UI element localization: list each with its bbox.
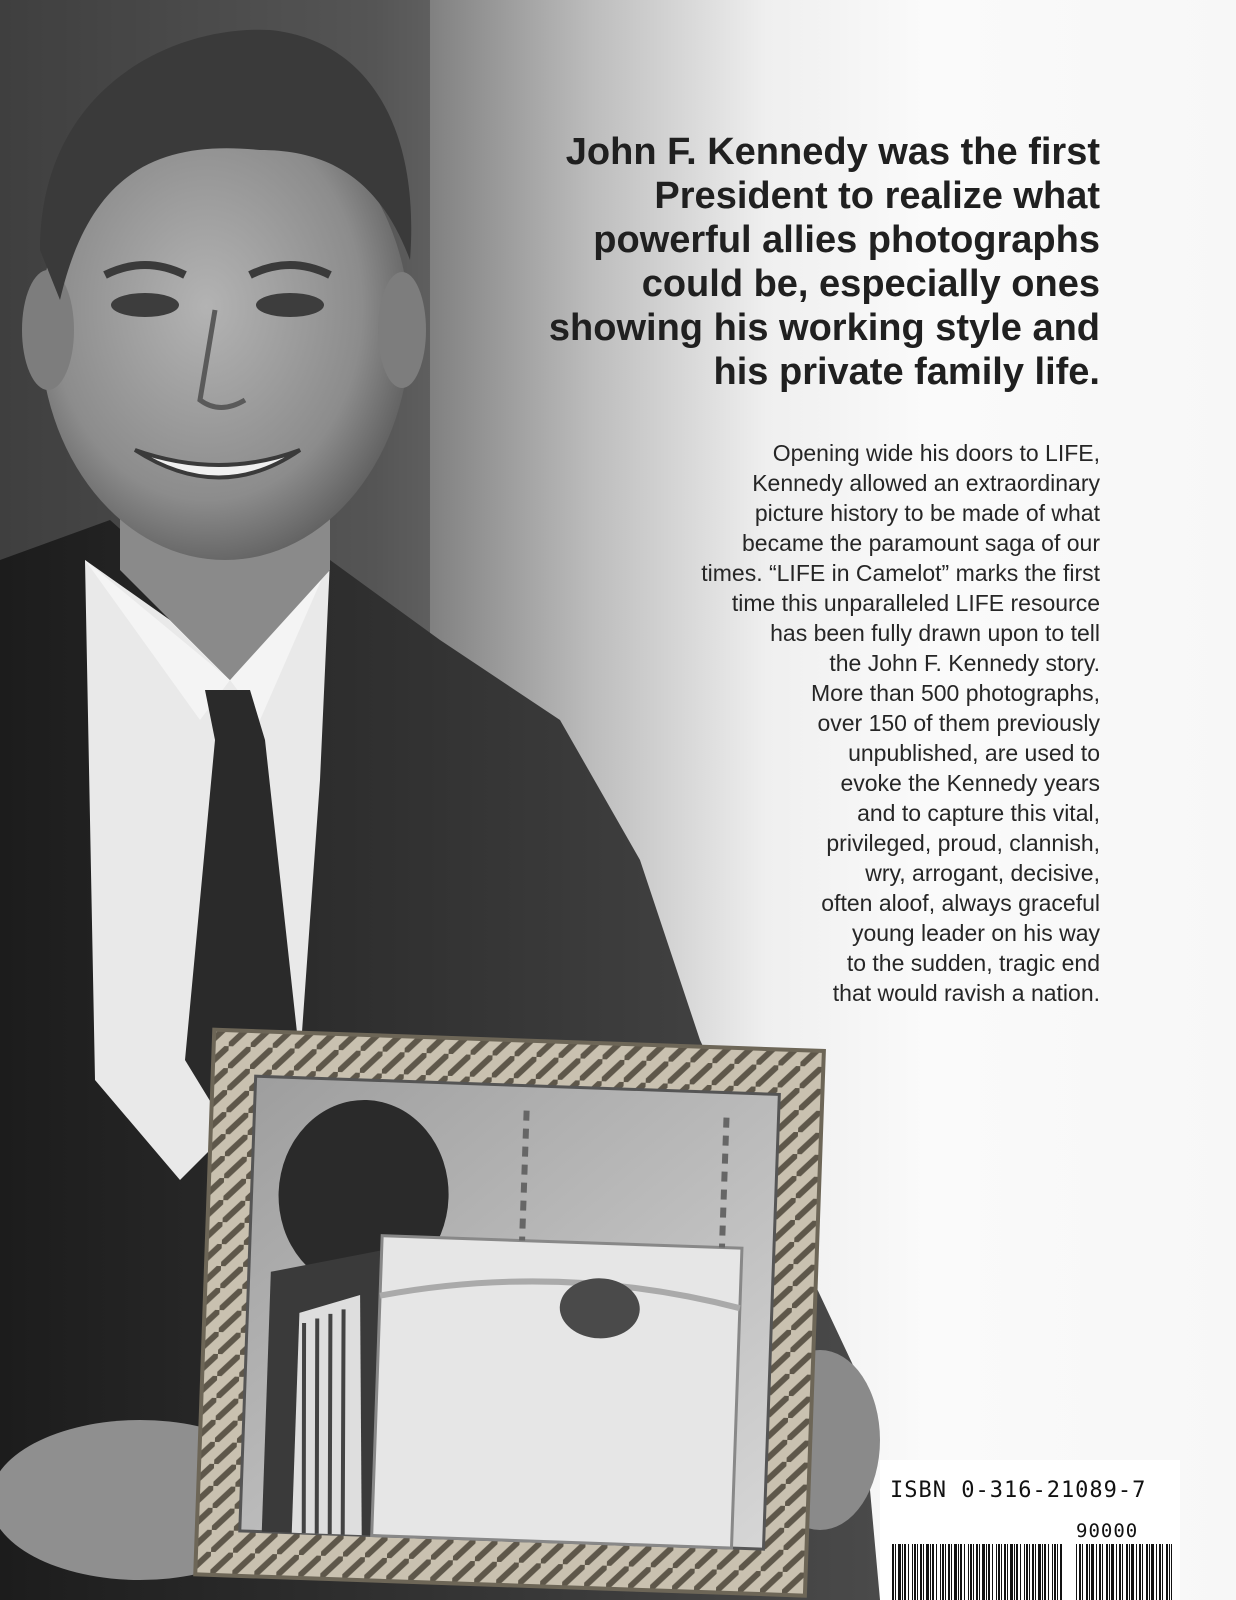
barcode-bar <box>954 1544 957 1600</box>
barcode-bar <box>1010 1544 1013 1600</box>
blurb-body-text <box>620 438 1100 1008</box>
barcode-bar <box>1052 1544 1053 1600</box>
barcode-bar <box>1129 1544 1130 1600</box>
headline-line: showing his working style and <box>548 307 1100 349</box>
barcode-bar <box>1038 1544 1041 1600</box>
price-code: 90000 <box>1076 1520 1139 1542</box>
barcode-bar <box>979 1544 980 1600</box>
isbn-barcode-block <box>880 1460 1180 1600</box>
barcode-bar <box>1109 1544 1110 1600</box>
barcode-bar <box>940 1544 941 1600</box>
barcode-bar <box>942 1544 944 1600</box>
barcode-bar <box>1131 1544 1134 1600</box>
barcode-bar <box>1044 1544 1046 1600</box>
barcode-bar <box>1151 1544 1154 1600</box>
barcode-bar <box>1139 1544 1141 1600</box>
barcode-bar <box>992 1544 993 1600</box>
body-line: More than 500 photographs, <box>811 680 1100 706</box>
barcode-bar <box>1111 1544 1114 1600</box>
barcode-bar <box>996 1544 997 1600</box>
barcode-bar <box>932 1544 934 1600</box>
barcode-bar <box>1106 1544 1108 1600</box>
body-line: became the paramount saga of our <box>741 530 1100 556</box>
barcode-bar <box>973 1544 974 1600</box>
body-line: time this unparalleled LIFE resource <box>731 590 1100 616</box>
barcode-bar <box>988 1544 990 1600</box>
headline-line: John F. Kennedy was the first <box>565 131 1100 173</box>
barcode-bar <box>1162 1544 1163 1600</box>
barcode-bar <box>1042 1544 1043 1600</box>
barcode-bar <box>1016 1544 1018 1600</box>
headline-line: could be, especially ones <box>641 263 1100 305</box>
barcode-bar <box>1026 1544 1028 1600</box>
barcode-bar <box>902 1544 903 1600</box>
body-line: that would ravish a nation. <box>832 980 1100 1006</box>
barcode-bar <box>1086 1544 1088 1600</box>
barcode-bar <box>914 1544 916 1600</box>
barcode-bar <box>1091 1544 1094 1600</box>
barcode-bar <box>1166 1544 1168 1600</box>
barcode-bar <box>1136 1544 1137 1600</box>
barcode-bar <box>1142 1544 1143 1600</box>
barcode-bar <box>1032 1544 1034 1600</box>
barcode-bar <box>951 1544 952 1600</box>
barcode-bar <box>1096 1544 1097 1600</box>
barcode-bar <box>1156 1544 1157 1600</box>
barcode-bar <box>1014 1544 1015 1600</box>
barcode-bar <box>1007 1544 1008 1600</box>
barcode-bar <box>982 1544 985 1600</box>
barcode-bar <box>970 1544 972 1600</box>
body-line: picture history to be made of what <box>754 500 1100 526</box>
barcode-bar <box>898 1544 901 1600</box>
barcode-bar <box>1076 1544 1077 1600</box>
barcode-bar <box>1099 1544 1101 1600</box>
body-line: Opening wide his doors to LIFE, <box>772 440 1100 466</box>
barcode-bar <box>1089 1544 1090 1600</box>
body-line: times. “LIFE in Camelot” marks the first <box>701 560 1100 586</box>
barcode-bar <box>926 1544 929 1600</box>
barcode-bar <box>1024 1544 1025 1600</box>
barcode-bar <box>908 1544 909 1600</box>
barcode-bar <box>1169 1544 1170 1600</box>
body-line: Kennedy allowed an extraordinary <box>752 470 1100 496</box>
barcode-bar <box>1171 1544 1172 1600</box>
barcode-bar <box>948 1544 950 1600</box>
barcode-bar <box>1004 1544 1006 1600</box>
barcode-main <box>892 1544 1062 1600</box>
barcode-bar <box>968 1544 969 1600</box>
barcode-bar <box>920 1544 922 1600</box>
barcode-bar <box>917 1544 918 1600</box>
barcode-bar <box>1159 1544 1161 1600</box>
barcode-bar <box>892 1544 894 1600</box>
barcode-bar <box>1079 1544 1081 1600</box>
barcode-bar <box>936 1544 937 1600</box>
headline-line: his private family life. <box>713 351 1100 393</box>
barcode-bar <box>1122 1544 1123 1600</box>
barcode-bar <box>1082 1544 1083 1600</box>
barcode-bar <box>986 1544 987 1600</box>
barcode-bar <box>1048 1544 1049 1600</box>
barcode-bar <box>1057 1544 1058 1600</box>
barcode-bar <box>964 1544 965 1600</box>
body-line: wry, arrogant, decisive, <box>865 860 1100 886</box>
barcode-bar <box>976 1544 978 1600</box>
body-line: unpublished, are used to <box>848 740 1100 766</box>
body-line: privileged, proud, clannish, <box>826 830 1100 856</box>
body-line: to the sudden, tragic end <box>846 950 1100 976</box>
barcode-bar <box>1060 1544 1062 1600</box>
barcode-bar <box>895 1544 896 1600</box>
barcode-bar <box>1029 1544 1030 1600</box>
body-line: often aloof, always graceful <box>821 890 1100 916</box>
barcode-bar <box>1126 1544 1128 1600</box>
body-line: evoke the Kennedy years <box>840 770 1100 796</box>
barcode-bar <box>1054 1544 1056 1600</box>
barcode-bar <box>1102 1544 1103 1600</box>
headline-line: powerful allies photographs <box>593 219 1100 261</box>
barcode-bar <box>1146 1544 1148 1600</box>
barcode-bar <box>923 1544 924 1600</box>
barcode-bar <box>1116 1544 1117 1600</box>
barcode-bar <box>1149 1544 1150 1600</box>
headline <box>420 130 1100 394</box>
headline-line: President to realize what <box>654 175 1100 217</box>
barcode-bar <box>960 1544 962 1600</box>
barcode-bar <box>1119 1544 1121 1600</box>
barcode-bar <box>1020 1544 1021 1600</box>
barcode-bar <box>912 1544 913 1600</box>
barcode-bar <box>1035 1544 1036 1600</box>
barcode-addon <box>1076 1544 1172 1600</box>
barcode-bar <box>998 1544 1000 1600</box>
barcode-bar <box>904 1544 906 1600</box>
barcode-bar <box>1001 1544 1002 1600</box>
body-line: young leader on his way <box>851 920 1100 946</box>
barcode-bar <box>958 1544 959 1600</box>
body-line: and to capture this vital, <box>857 800 1100 826</box>
barcode-bar <box>930 1544 931 1600</box>
body-line: has been fully drawn upon to tell <box>770 620 1100 646</box>
body-line: the John F. Kennedy story. <box>829 650 1100 676</box>
isbn-number: ISBN 0-316-21089-7 <box>890 1478 1147 1503</box>
barcode-bar <box>945 1544 946 1600</box>
body-line: over 150 of them previously <box>817 710 1100 736</box>
